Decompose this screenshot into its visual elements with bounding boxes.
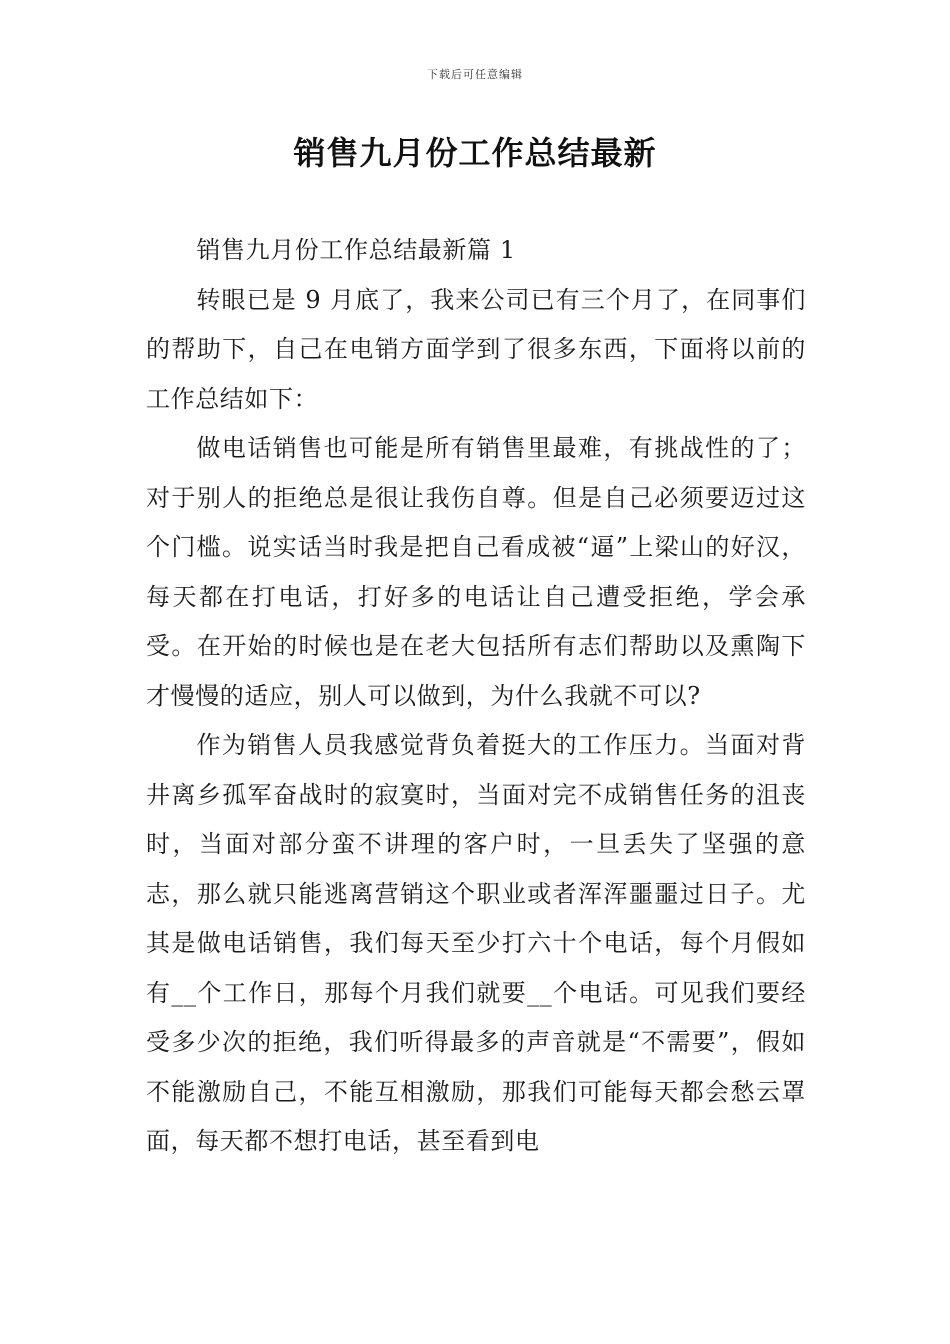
document-title: 销售九月份工作总结最新 — [293, 134, 657, 172]
header-note: 下载后可任意编辑 — [427, 68, 523, 81]
paragraph-1: 转眼已是 9 月底了，我来公司已有三个月了，在同事们的帮助下，自己在电销方面学到了很多东西，下面将以前的工作总结如下： — [146, 285, 806, 413]
section-heading: 销售九月份工作总结最新篇 1 — [196, 236, 516, 264]
document-body — [146, 226, 806, 1167]
paragraph-3: 作为销售人员我感觉背负着挺大的工作压力。当面对背井离乡孤军奋战时的寂寞时，当面对完不成销售任务的沮丧时，当面对部分蛮不讲理的客户时，一旦丢失了坚强的意志，那么就只能逃离营销这个职业或者浑浑噩噩过日子。尤其是做电话销售，我们每天至少打六十个电话，每个月假如有__个工作日，那每个月我们就要__个电话。可见我们要经受多少次的拒绝，我们听得最多的声音就是“不需要”，假如不能激励自己，不能互相激励，那我们可能每天都会愁云罩面，每天都不想打电话，甚至看到电 — [146, 731, 806, 1155]
paragraph-2: 做电话销售也可能是所有销售里最难，有挑战性的了；对于别人的拒绝总是很让我伤自尊。但是自己必须要迈过这个门槛。说实话当时我是把自己看成被“逼”上梁山的好汉，每天都在打电话，打好多的电话让自己遭受拒绝，学会承受。在开始的时候也是在老大包括所有志们帮助以及熏陶下才慢慢的适应，别人可以做到，为什么我就不可以? — [146, 434, 806, 710]
